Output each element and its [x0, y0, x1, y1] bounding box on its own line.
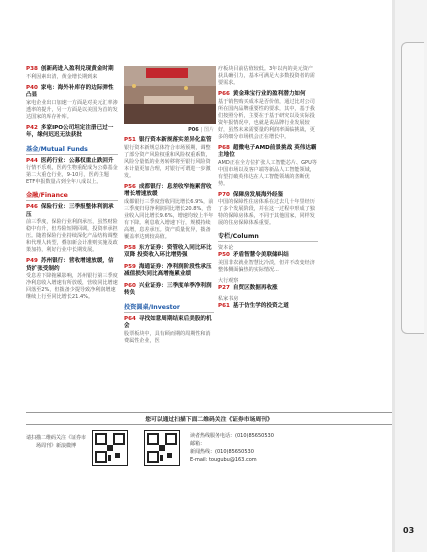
section-header-column: 专栏/Column [218, 233, 318, 242]
photo-caption [124, 126, 214, 133]
entry-title: 创新药进入盈利兑现黄金时期 [40, 66, 114, 72]
entry-page: P61 [218, 303, 230, 309]
entry-summary: 基于销售购买成本是否价值，通过比对公司所在国内品牌重要性的要求，其中，基于我们按照分析，主要在于基于研究以及实际投资年报情况中，也就是说品牌行业发展较好，虽然未来需要量的利润率面临挑战，更多的细分市场机会正在增长中。 [218, 98, 315, 140]
photo-red-sign [146, 68, 188, 78]
column-label: 私家书房 [218, 296, 239, 302]
entry-summary: 行情不乐观，医药生物重配成为公募基金第二大重仓行业，9-10月，医药主题ETF申报数量占到全年八成以上。 [26, 165, 118, 185]
entry-page: P59 [124, 263, 136, 270]
toc-entry[interactable] [218, 192, 318, 228]
toc-entry[interactable] [218, 252, 318, 274]
entry-page: P58 [124, 244, 136, 251]
entry-title: 东方证券：资管收入同比环比双降 投资收入环比增势强 [124, 244, 212, 258]
entry-title: 多家IPO公司坦定注册已过一年，缘何迟迟无法获批 [26, 124, 114, 138]
photo-credit: | 图片 [200, 127, 214, 133]
cover-photo [124, 66, 216, 124]
photo-lamp [132, 84, 136, 88]
entry-title: 寻找如意周期结束后美股的机会 [124, 315, 212, 329]
page-number: 03 [403, 526, 415, 535]
entry-summary: 成都银行三季度营收同比增长6.9%，前三季度归母净利润同比增长20.8%，营业收入同比增长9.6%，增速均较上半年有下降。利息收入增速下行，规模持续高增，息差承压。资产质量优异，拨备覆盖率达到较高值。 [124, 198, 214, 240]
toc-entry[interactable] [26, 258, 118, 301]
column-label: 大行观察 [218, 277, 239, 284]
page-gutter [392, 0, 395, 552]
section-header-finance: 金融/Finance [26, 192, 118, 201]
entry-page: P51 [124, 137, 136, 143]
section-header-fund: 基金/Mutual Funds [26, 146, 118, 155]
entry-page: P44 [26, 157, 38, 164]
toc-entry[interactable] [218, 145, 318, 188]
column-label: 资本论 [218, 245, 234, 251]
contact-line: 新闻热线：(010)85650530 [190, 449, 254, 455]
qr-row [26, 428, 392, 472]
entry-page: P42 [26, 124, 38, 131]
entry-title: 苏州银行：营收增速放缓，信贷扩张受制约 [26, 258, 114, 272]
entry-summary: 不利因素出清，黄金增长期到来 [26, 73, 98, 80]
entry-title: 兴业证券：三季度单季净利润转负 [124, 282, 212, 296]
entry-page: P68 [218, 144, 230, 151]
toc-entry[interactable] [218, 303, 318, 311]
toc-entry[interactable] [26, 125, 118, 140]
entry-title: 银行资本新规落实差异化监管 [138, 137, 212, 143]
entry-title: 成都银行：息差收窄拖累营收增长增速放缓 [124, 183, 212, 197]
entry-page: P64 [124, 315, 136, 322]
qr-code-icon[interactable] [144, 430, 180, 466]
toc-column-1 [26, 66, 118, 305]
qr-left-caption: 请扫描二维码关注《证券市场周刊》新浪微博 [26, 435, 87, 449]
entry-page: P56 [124, 183, 136, 190]
toc-entry[interactable] [26, 66, 118, 81]
entry-summary: 美国非农就业智慧比冷淡，但并不改变经济整体侧面偏热的实际情况... [218, 259, 315, 273]
entry-page: P40 [26, 84, 38, 91]
entry-summary: 疗板块目前估值较低。3年以内的美元资产获具确引力，基本可满足大多数投资者的需要需求。 [218, 66, 315, 86]
entry-page: P50 [218, 252, 230, 258]
photo-counter [124, 104, 216, 124]
footer-title: 您可以通过扫描下面二维码关注《证券市场周刊》 [26, 412, 392, 425]
toc-entry[interactable] [124, 264, 214, 279]
toc-entry[interactable] [218, 285, 318, 293]
footer-panel [26, 412, 392, 472]
entry-title: 保险行业：三季报整体利润承压 [26, 204, 114, 218]
entry-title: 矛盾智慧令美联储纠结 [232, 252, 289, 258]
entry-page: P38 [26, 66, 38, 72]
toc-entry[interactable] [26, 158, 118, 187]
section-header-investor: 投资圆桌/Investor [124, 304, 214, 313]
side-tab [401, 42, 424, 334]
qr-code-icon[interactable] [92, 430, 128, 466]
entry-summary: 中国的保障性住房体系在过去几十年里经历了多个发展阶段，并在这一过程中形成了独特的保障房体系，不同于其他国家，同样发展的住房保障体系重要。 [218, 199, 315, 226]
entry-page: P66 [218, 91, 230, 97]
photo-caption-page: P06 [188, 127, 199, 133]
entry-page: P70 [218, 191, 230, 198]
toc-entry[interactable] [124, 137, 214, 180]
toc-column-3 [218, 66, 318, 315]
toc-entry[interactable] [26, 204, 118, 254]
entry-page: P49 [26, 258, 38, 264]
entry-summary: AMD正在全方位扩张人工智能芯片、GPU等中国市场以及客户端等新品人工智能领域，有望打破英伟达在人工智能领域的垄断优势。 [218, 159, 317, 187]
toc-entry[interactable] [124, 184, 214, 241]
entry-title: 海通证券：净利润阶段性承压 减值损失同比高增拖累业绩 [124, 263, 212, 277]
entry-title: 自贸区数据再收涨 [232, 284, 278, 291]
contact-line: E-mail: tougubu@163.com [190, 457, 257, 463]
toc-entry[interactable] [26, 85, 118, 121]
entry-summary: 银行资本新规总体符合市场预期，调整了部分资产风险权重和风险权重系数，风险分量低的业务转移将至银行风险资本计量更加合理，对银行可谓进一步激发。 [124, 144, 211, 179]
entry-page: P46 [26, 204, 38, 210]
contact-line: 读者热线服务电话：(010)85650530 [190, 433, 274, 439]
entry-summary: 受息差下降拖累影响，苏州银行第三季度净利息收入增速有所放缓，营收同比增速回落至2%，但拨备少提导致净利润增速继续上行至同比增长21.4%。 [26, 273, 118, 300]
toc-entry[interactable] [124, 283, 214, 298]
entry-title: 基于仿生学的投资之道 [232, 303, 289, 309]
toc-column-2 [124, 66, 214, 349]
entry-title: 黄金珠宝行业的盈利潜力如何 [232, 91, 306, 97]
entry-page: P27 [218, 284, 230, 291]
toc-entry[interactable] [124, 245, 214, 260]
contact-info [190, 432, 360, 464]
photo-lamp [184, 86, 188, 90]
toc-entry[interactable] [218, 91, 318, 141]
toc-entry[interactable] [124, 316, 214, 345]
entry-title: 保障房发展海外经鉴 [232, 191, 284, 198]
entry-summary: 家电企业出口加速一方面是对美元汇率渗透率的提升，另一方面是以美国为首的发达国家的库存补库。 [26, 99, 118, 120]
entry-summary: 股票板块中，具有顾而期的周期性和消费属性企业，医 [124, 330, 211, 344]
entry-page: P60 [124, 282, 136, 289]
entry-title: 家电：海外补库存的边际弹性凸显 [26, 84, 114, 98]
contact-line: 邮箱： [190, 441, 206, 447]
entry-title: 医药行业：公募权重止跌回升 [40, 157, 114, 164]
entry-summary: 前三季度，保险行业利润承压，虽然财险稳中有升，但寿险短期回调，投资率承担压。随着保险行业持续深化产品结构调整和代理人转型，叠加新会计准则实施及政策加持，利好行业中长期发展。 [26, 219, 118, 253]
entry-title: 超微电子AMD前景挑战 英伟达霸主地位 [218, 144, 317, 158]
toc-entry-continued [218, 66, 318, 87]
